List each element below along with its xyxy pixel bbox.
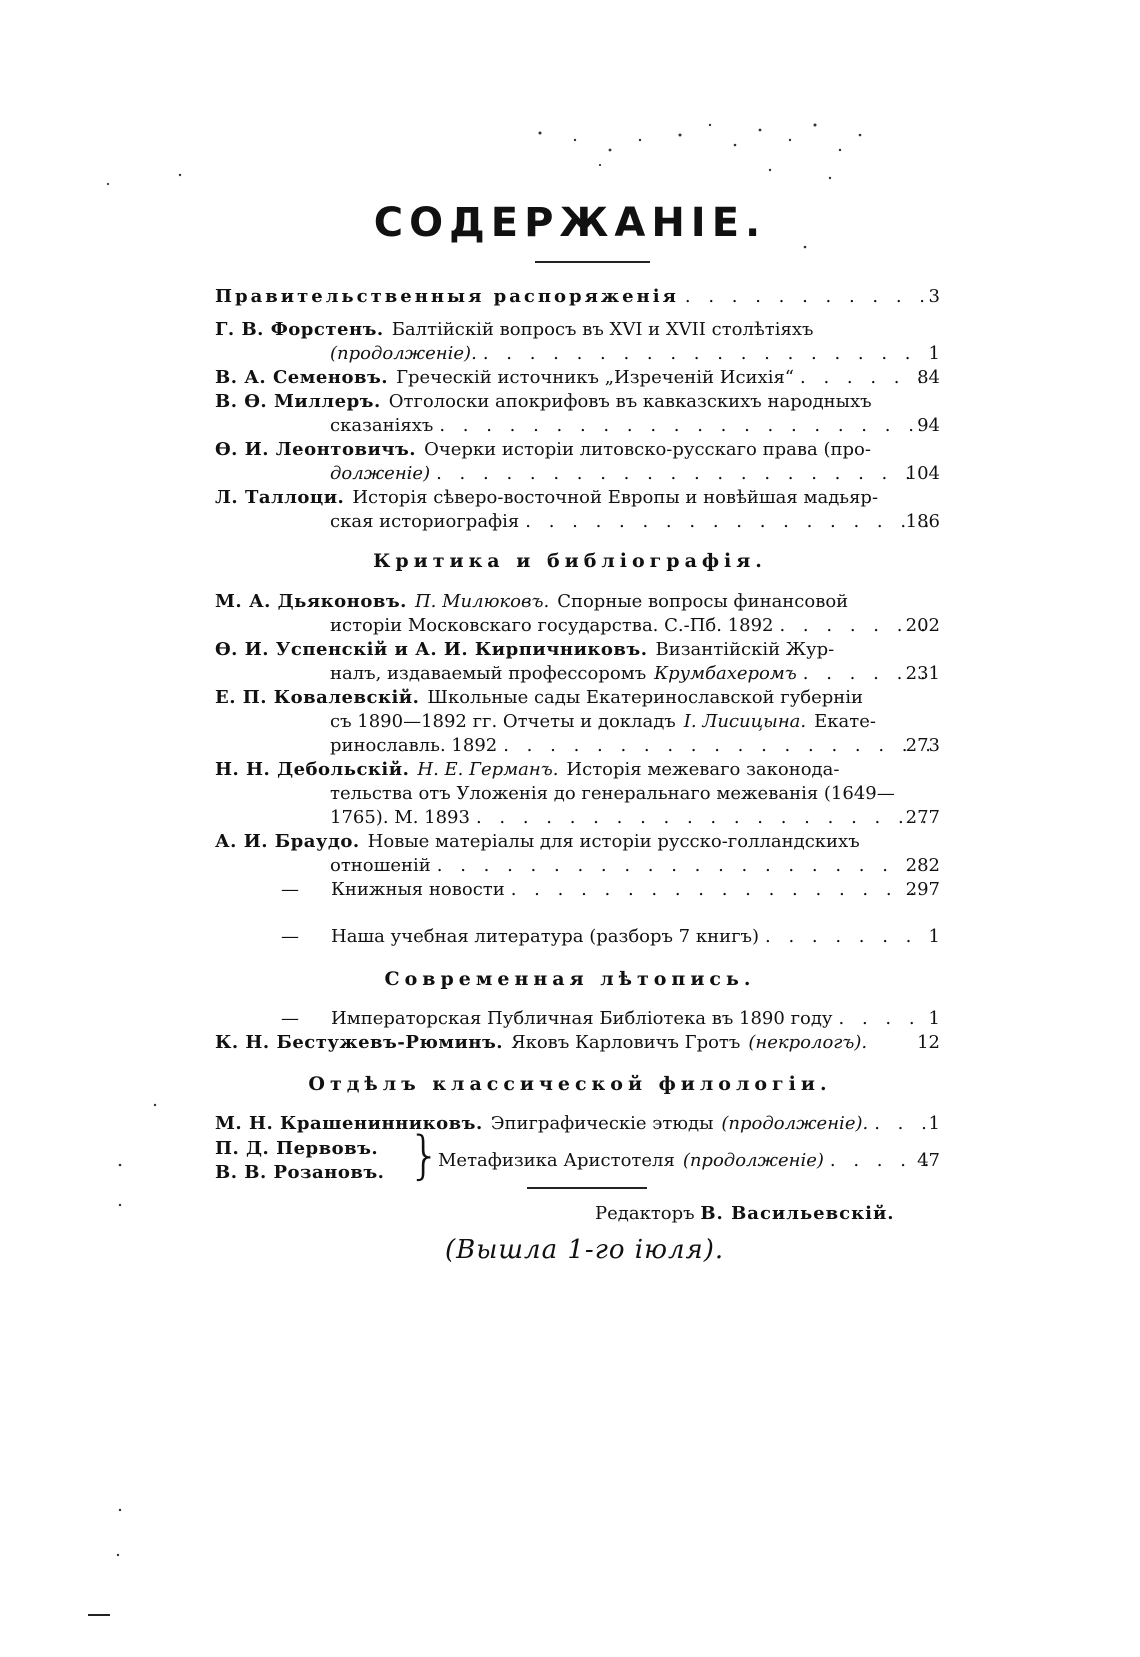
toc-entry-line xyxy=(330,782,895,806)
page-number: 1 xyxy=(928,343,940,364)
toc-entry-line xyxy=(215,438,871,462)
toc-entry-line xyxy=(330,614,935,638)
entry-author: В. А. Семеновъ. xyxy=(215,367,389,388)
entry-title: Метафизика Аристотеля xyxy=(438,1150,675,1171)
page-number: 12 xyxy=(917,1032,940,1053)
entry-title: Новые матеріалы для исторіи русско-голландскихъ xyxy=(367,831,860,852)
entry-title: Императорская Публичная Библіотека въ 1890 году xyxy=(331,1008,833,1029)
entry-reviewed-author: Н. Е. Германъ. xyxy=(417,759,559,780)
entry-title: Яковъ Карловичъ Гротъ xyxy=(511,1032,741,1053)
entry-title-cont: налъ, издаваемый профессоромъ xyxy=(330,663,647,684)
entry-author: В. Ө. Миллеръ. xyxy=(215,391,381,412)
entry-note: (некрологъ). xyxy=(748,1032,868,1053)
toc-entry-line xyxy=(215,486,878,510)
entry-note: (продолженіе). xyxy=(330,343,477,364)
section-critique-heading: Критика и библіографія. xyxy=(373,550,767,572)
dot-leader xyxy=(483,342,929,366)
editor-line xyxy=(595,1203,895,1224)
entry-title-cont: ринославль. 1892 xyxy=(330,735,498,756)
entry-note: (продолженіе) xyxy=(682,1150,824,1171)
dot-leader xyxy=(436,462,929,486)
toc-entry-line xyxy=(215,686,863,710)
entry-author: Н. Н. Дебольскій. xyxy=(215,759,410,780)
entry-title-cont: съ 1890—1892 гг. Отчеты и докладъ xyxy=(330,711,676,732)
toc-entry-line xyxy=(215,758,839,782)
entry-title: Книжныя новости xyxy=(331,879,505,900)
title-rule xyxy=(535,261,650,263)
toc-entry-line xyxy=(330,806,935,830)
entry-title: Греческій источникъ „Изреченій Исихія“ xyxy=(396,367,795,388)
toc-entry-line xyxy=(215,590,848,614)
entry-note: (продолженіе). xyxy=(721,1113,869,1134)
toc-entry-line xyxy=(330,510,935,534)
toc-entry-line xyxy=(215,1161,384,1185)
page-number: 231 xyxy=(905,663,940,684)
page-number: 1 xyxy=(928,926,940,947)
page-number: 104 xyxy=(905,463,940,484)
entry-title-cont: Екате- xyxy=(814,711,876,732)
entry-dash: — xyxy=(281,1008,299,1029)
entry-author: М. А. Дьяконовъ. xyxy=(215,591,407,612)
entry-author: В. В. Розановъ. xyxy=(215,1162,385,1183)
entry-author: М. Н. Крашенинниковъ. xyxy=(215,1113,483,1134)
dot-leader xyxy=(439,414,929,438)
dot-leader xyxy=(476,806,929,830)
toc-entry-line xyxy=(215,390,872,414)
editor-name: В. Васильевскій. xyxy=(700,1203,895,1224)
toc-entry-line xyxy=(265,925,935,949)
brace-glyph: } xyxy=(408,1126,442,1186)
toc-entry-line xyxy=(265,1007,935,1031)
section-classics-heading: Отдѣлъ классической филологіи. xyxy=(308,1073,832,1095)
page-title: СОДЕРЖАНІЕ. xyxy=(373,200,767,246)
toc-entry-line xyxy=(215,366,935,390)
entry-title: Эпиграфическіе этюды xyxy=(490,1113,714,1134)
page-number: 1 xyxy=(928,1113,940,1134)
page-number: 3 xyxy=(928,286,940,307)
entry-title-cont: исторіи Московскаго государства. С.-Пб. 1892 xyxy=(330,615,774,636)
entry-note: Крумбахеромъ xyxy=(654,663,797,684)
editor-label: Редакторъ xyxy=(595,1203,695,1224)
entry-dash: — xyxy=(281,879,299,900)
dot-leader xyxy=(503,734,929,758)
toc-entry-line xyxy=(215,1031,867,1055)
entry-title: Спорные вопросы финансовой xyxy=(557,591,849,612)
page-number: 47 xyxy=(917,1150,940,1171)
toc-entry-line xyxy=(330,734,935,758)
handwritten-note: (Вышла 1-го іюля). xyxy=(445,1235,725,1265)
page-number: 1 xyxy=(928,1008,940,1029)
entry-title: Школьные сады Екатеринославской губерніи xyxy=(427,687,864,708)
section-chronicle-heading: Современная лѣтопись. xyxy=(384,968,756,990)
entry-title-cont: отношеній xyxy=(330,855,431,876)
entry-title: Исторія сѣверо-восточной Европы и новѣйшая мадьяр- xyxy=(352,487,879,508)
toc-entry-line xyxy=(330,414,935,438)
toc-entry-line xyxy=(438,1149,935,1173)
page-number: 94 xyxy=(917,415,940,436)
toc-entry-line xyxy=(330,710,876,734)
toc-entry-line xyxy=(265,878,935,902)
entry-reviewed-author: П. Милюковъ. xyxy=(414,591,550,612)
toc-entry-line xyxy=(215,638,834,662)
page-number: 297 xyxy=(905,879,940,900)
entry-title: Наша учебная литература (разборъ 7 книгъ) xyxy=(331,926,760,947)
page-number: 84 xyxy=(917,367,940,388)
page-number: 282 xyxy=(905,855,940,876)
toc-entry-line xyxy=(215,318,813,342)
page-number: 277 xyxy=(905,807,940,828)
entry-title: Византійскій Жур- xyxy=(655,639,835,660)
toc-entry-line xyxy=(215,1112,935,1136)
entry-author: Г. В. Форстенъ. xyxy=(215,319,384,340)
entry-title: Исторія межеваго законода- xyxy=(566,759,840,780)
section-gov-heading: Правительственныя распоряженія xyxy=(215,286,679,307)
entry-note: долженіе) xyxy=(330,463,431,484)
toc-entry-line xyxy=(215,1137,378,1161)
toc-entry-line xyxy=(215,830,860,854)
section-gov-line xyxy=(215,285,935,309)
entry-title-cont: ская историографія xyxy=(330,511,520,532)
page-number: 186 xyxy=(905,511,940,532)
dot-leader xyxy=(525,510,929,534)
dot-leader xyxy=(511,878,929,902)
entry-author: А. И. Браудо. xyxy=(215,831,360,852)
toc-entry-line xyxy=(330,342,935,366)
page-number: 202 xyxy=(905,615,940,636)
entry-title-cont: тельства отъ Уложенія до генеральнаго межеванія (1649— xyxy=(330,783,895,804)
entry-title: Балтійскій вопросъ въ XVI и XVII столѣтіяхъ xyxy=(391,319,814,340)
entry-note: І. Лисицына. xyxy=(683,711,807,732)
entry-author: П. Д. Первовъ. xyxy=(215,1138,379,1159)
entry-title: Очерки исторіи литовско-русскаго права (про- xyxy=(424,439,871,460)
entry-author: Ө. И. Успенскій и А. И. Кирпичниковъ. xyxy=(215,639,648,660)
page-number: 273 xyxy=(905,735,940,756)
toc-entry-line xyxy=(330,462,935,486)
entry-title-cont: 1765). М. 1893 xyxy=(330,807,470,828)
toc-entry-line xyxy=(330,854,935,878)
toc-entry-line xyxy=(330,662,935,686)
entry-author: Е. П. Ковалевскій. xyxy=(215,687,420,708)
entry-author: Л. Таллоци. xyxy=(215,487,345,508)
entry-title: Отголоски апокрифовъ въ кавказскихъ народныхъ xyxy=(388,391,872,412)
separator-rule xyxy=(527,1187,647,1189)
dot-leader xyxy=(437,854,929,878)
entry-author: Ө. И. Леонтовичъ. xyxy=(215,439,417,460)
entry-dash: — xyxy=(281,926,299,947)
entry-title-cont: сказаніяхъ xyxy=(330,415,434,436)
entry-author: К. Н. Бестужевъ-Рюминъ. xyxy=(215,1032,504,1053)
